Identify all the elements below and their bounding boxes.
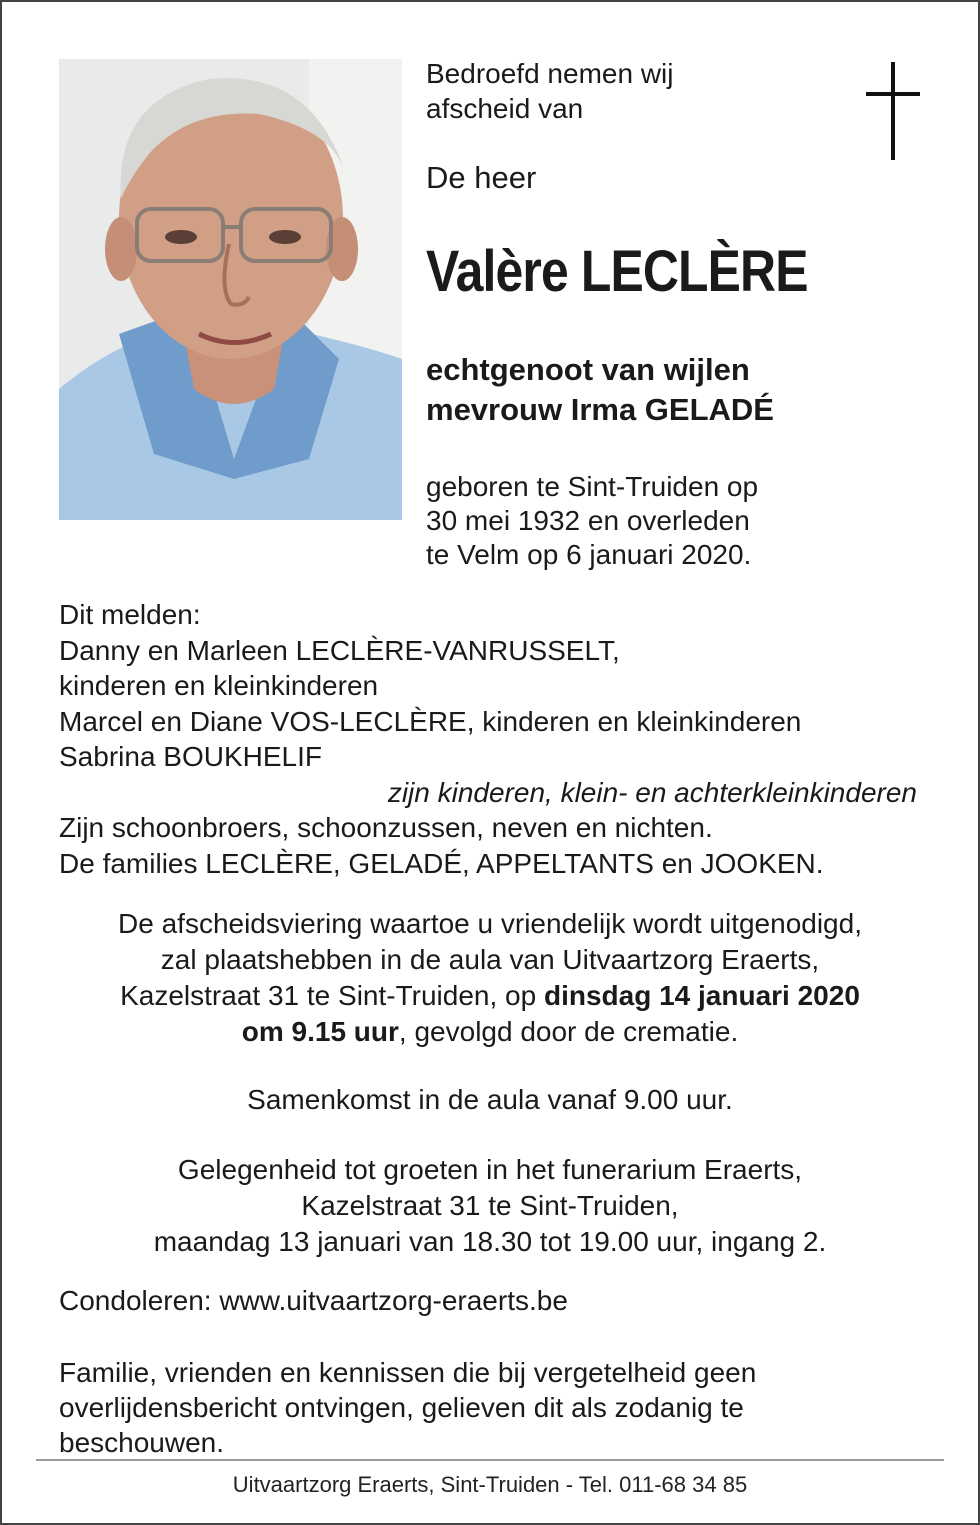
- dates-line: 30 mei 1932 en overleden: [426, 505, 750, 536]
- ceremony-text: , gevolgd door de crematie.: [398, 1016, 739, 1047]
- spouse-line: echtgenoot van wijlen: [426, 352, 750, 387]
- family-line: kinderen en kleinkinderen: [59, 670, 379, 701]
- honorific: De heer: [426, 160, 537, 195]
- dates-line: geboren te Sint-Truiden op: [426, 471, 759, 502]
- ceremony-line: zal plaatshebben in de aula van Uitvaartzorg Eraerts,: [160, 944, 820, 975]
- footer-contact: Uitvaartzorg Eraerts, Sint-Truiden - Tel. 011-68 34 85: [232, 1472, 748, 1497]
- dates-line: te Velm op 6 januari 2020.: [426, 539, 752, 570]
- family-line: Danny en Marleen LECLÈRE-VANRUSSELT,: [59, 634, 620, 666]
- ceremony-details: [40, 906, 940, 1050]
- birth-death-info: [426, 470, 758, 572]
- portrait-illustration: [59, 59, 402, 520]
- ceremony-line: [40, 978, 940, 1014]
- gathering-info: Samenkomst in de aula vanaf 9.00 uur.: [247, 1084, 733, 1115]
- notice-line: beschouwen.: [59, 1427, 225, 1458]
- ceremony-date: dinsdag 14 januari 2020: [543, 980, 860, 1011]
- notice-line: overlijdensbericht ontvingen, gelieven dit als zodanig te: [59, 1392, 744, 1423]
- visitation-line: maandag 13 januari van 18.30 tot 19.00 uur, ingang 2.: [153, 1226, 827, 1257]
- ceremony-text: Kazelstraat 31 te Sint-Truiden, op: [120, 980, 544, 1011]
- ceremony-line: De afscheidsviering waartoe u vriendelijk wordt uitgenodigd,: [118, 908, 862, 939]
- family-relation: zijn kinderen, klein- en achterkleinkinderen: [387, 776, 917, 808]
- divider: [36, 1459, 944, 1461]
- deceased-name: Valère LECLÈRE: [426, 239, 808, 304]
- spouse-line: mevrouw Irma GELADÉ: [426, 392, 774, 427]
- visitation-info: [40, 1152, 940, 1260]
- family-line: Sabrina BOUKHELIF: [59, 741, 322, 772]
- portrait-photo: [59, 59, 402, 520]
- notice-text: [59, 1355, 919, 1460]
- visitation-line: Kazelstraat 31 te Sint-Truiden,: [301, 1190, 679, 1221]
- notice-line: Familie, vrienden en kennissen die bij vergetelheid geen: [59, 1357, 757, 1388]
- visitation-line: Gelegenheid tot groeten in het funerarium Eraerts,: [177, 1154, 803, 1185]
- family-announcers: [59, 597, 919, 881]
- condolences-link: Condoleren: www.uitvaartzorg-eraerts.be: [59, 1285, 568, 1316]
- family-heading: Dit melden:: [59, 599, 201, 630]
- ceremony-line: [40, 1014, 940, 1050]
- ceremony-time: om 9.15 uur: [241, 1016, 399, 1047]
- intro-line: Bedroefd nemen wij: [426, 58, 674, 89]
- family-line: Zijn schoonbroers, schoonzussen, neven en nichten.: [59, 812, 713, 843]
- family-line: Marcel en Diane VOS-LECLÈRE, kinderen en kleinkinderen: [59, 705, 802, 737]
- intro-text: [426, 56, 846, 126]
- intro-line: afscheid van: [426, 93, 584, 124]
- family-line: De families LECLÈRE, GELADÉ, APPELTANTS en JOOKEN.: [59, 847, 824, 879]
- cross-icon: [862, 62, 924, 160]
- spouse-info: [426, 350, 774, 430]
